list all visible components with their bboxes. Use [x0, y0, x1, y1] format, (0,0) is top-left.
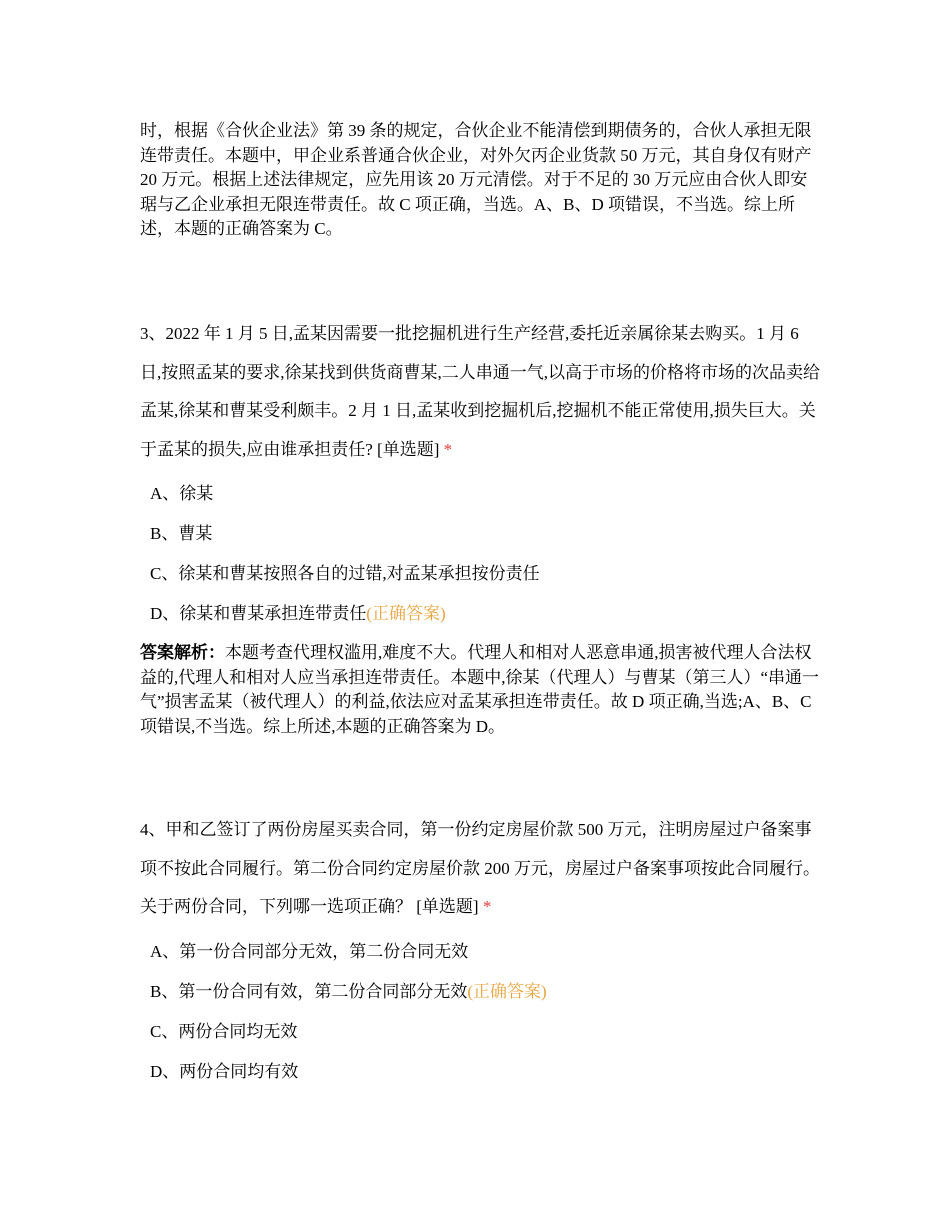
option-label: A、第一份合同部分无效，第二份合同无效 — [150, 942, 469, 961]
required-asterisk: * — [482, 897, 492, 916]
question-3-option-a[interactable] — [150, 482, 213, 506]
correct-answer-tag: (正确答案) — [366, 604, 446, 623]
option-label: C、徐某和曹某按照各自的过错,对孟某承担按份责任 — [150, 564, 540, 583]
question-3-option-d[interactable] — [150, 602, 446, 626]
analysis-label: 答案解析： — [140, 643, 225, 662]
previous-analysis-text: 时，根据《合伙企业法》第 39 条的规定，合伙企业不能清偿到期债务的，合伙人承担无限连带责任。本题中，甲企业系普通合伙企业，对外欠丙企业货款 50 万元，其自身仅有财产 20 万元。根据上述法律规定，应先用该 20 万元清偿。对于不足的 30 万元应由合伙人即安琚与乙企业承担无限连带责任。故 C 项正确，当选。A、B、D 项错误，不当选。综上所述，本题的正确答案为 C。 — [140, 121, 812, 238]
required-asterisk: * — [443, 439, 453, 459]
question-4-option-c[interactable] — [150, 1020, 297, 1044]
question-4-option-b[interactable] — [150, 980, 547, 1004]
analysis-text: 本题考查代理权滥用,难度不大。代理人和相对人恶意串通,损害被代理人合法权益的,代理人和相对人应当承担连带责任。本题中,徐某（代理人）与曹某（第三人）“串通一气”损害孟某（被代理人）的利益,依法应对孟某承担连带责任。故 D 项正确,当选;A、B、C 项错误,不当选。综上所述,本题的正确答案为 D。 — [140, 643, 820, 736]
question-3-analysis — [140, 641, 820, 739]
question-3-option-c[interactable] — [150, 562, 540, 586]
question-4-stem-text: 4、甲和乙签订了两份房屋买卖合同，第一份约定房屋价款 500 万元，注明房屋过户备案事项不按此合同履行。第二份合同约定房屋价款 200 万元，房屋过户备案事项按此合同履行。关于两份合同，下列哪一选项正确？ [单选题] — [140, 820, 820, 916]
question-4-option-d[interactable] — [150, 1060, 298, 1084]
option-label: C、两份合同均无效 — [150, 1022, 298, 1041]
question-4-option-a[interactable] — [150, 940, 468, 964]
option-label: B、曹某 — [150, 524, 213, 543]
question-4-stem — [140, 811, 820, 927]
question-3-stem — [140, 315, 820, 469]
correct-answer-tag: (正确答案) — [467, 982, 547, 1001]
option-label: B、第一份合同有效，第二份合同部分无效 — [150, 982, 468, 1001]
question-3-option-b[interactable] — [150, 522, 212, 546]
question-3-stem-text: 3、2022 年 1 月 5 日,孟某因需要一批挖掘机进行生产经营,委托近亲属徐某去购买。1 月 6 日,按照孟某的要求,徐某找到供货商曹某,二人串通一气,以高于市场的价格将市场的次品卖给孟某,徐某和曹某受利颇丰。2 月 1 日,孟某收到挖掘机后,挖掘机不能正常使用,损失巨大。关于孟某的损失,应由谁承担责任? [单选题] — [140, 324, 820, 459]
option-label: D、两份合同均有效 — [150, 1062, 299, 1081]
option-label: D、徐某和曹某承担连带责任 — [150, 604, 367, 623]
option-label: A、徐某 — [150, 484, 214, 503]
